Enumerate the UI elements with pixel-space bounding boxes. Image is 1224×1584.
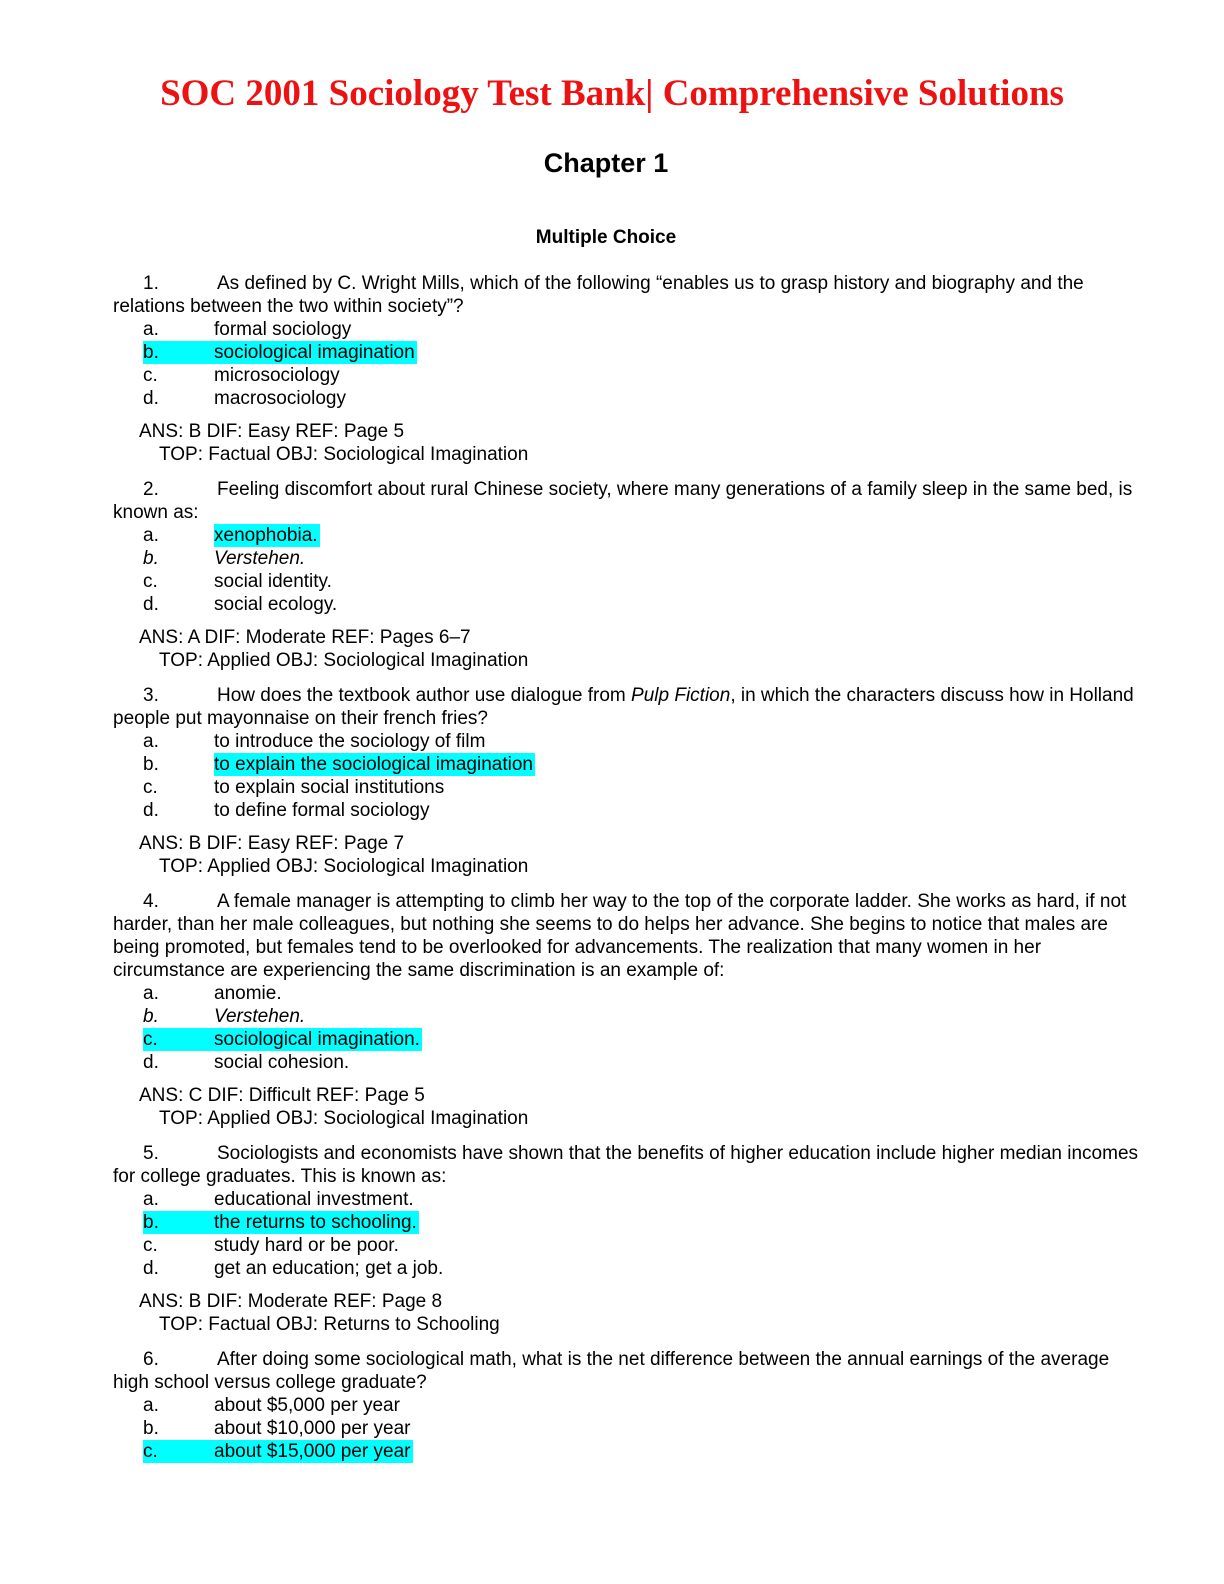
option-text: sociological imagination. (214, 1029, 420, 1050)
option-letter: d. (143, 1052, 159, 1073)
option-letter: c. (143, 777, 158, 798)
correct-answer-highlight (143, 1440, 413, 1463)
answer-option (113, 593, 1143, 616)
question-number: 1. (143, 273, 159, 294)
answer-option (113, 1394, 1143, 1417)
answer-option-content (143, 1257, 443, 1280)
correct-answer-highlight (143, 524, 320, 547)
question-item (113, 478, 1143, 672)
question-number: 3. (143, 685, 159, 706)
option-letter: a. (143, 983, 159, 1004)
question-item (113, 890, 1143, 1130)
topic-objective-line: TOP: Factual OBJ: Returns to Schooling (159, 1314, 500, 1335)
question-number: 5. (143, 1143, 159, 1164)
question-text: Sociologists and economists have shown that the benefits of higher education include higher median incomes for college graduates. This is known as: (113, 1143, 1139, 1187)
answer-key-line: ANS: C DIF: Difficult REF: Page 5 (139, 1085, 425, 1106)
option-text: xenophobia. (214, 525, 318, 546)
option-letter: c. (143, 1235, 158, 1256)
option-letter: a. (143, 1189, 159, 1210)
answer-option-content (143, 547, 305, 570)
option-letter: b. (143, 1212, 159, 1233)
answer-option (113, 1257, 1143, 1280)
option-letter: b. (143, 1418, 159, 1439)
answer-option-content (143, 1234, 399, 1257)
answer-option (113, 1234, 1143, 1257)
answer-option (113, 776, 1143, 799)
option-text: to explain the sociological imagination (214, 754, 533, 775)
option-letter: a. (143, 525, 159, 546)
option-letter: c. (143, 1441, 158, 1462)
answer-key-line: ANS: A DIF: Moderate REF: Pages 6–7 (139, 627, 471, 648)
question-stem (113, 684, 1143, 730)
answer-option (113, 1211, 1143, 1234)
option-text: about $15,000 per year (214, 1441, 411, 1462)
answer-option (113, 1028, 1143, 1051)
answer-option (113, 753, 1143, 776)
option-text: Verstehen. (214, 1006, 306, 1027)
option-text: formal sociology (214, 319, 352, 340)
answer-option-content (143, 570, 332, 593)
option-text: to introduce the sociology of film (214, 731, 486, 752)
topic-objective-line: TOP: Applied OBJ: Sociological Imagination (159, 650, 529, 671)
answer-option-content (143, 730, 485, 753)
answer-option (113, 799, 1143, 822)
option-letter: d. (143, 800, 159, 821)
answer-key-line: ANS: B DIF: Easy REF: Page 7 (139, 833, 405, 854)
answer-option-content (143, 364, 340, 387)
option-letter: a. (143, 731, 159, 752)
question-number: 4. (143, 891, 159, 912)
question-text-title: Pulp Fiction (631, 685, 731, 706)
question-stem (113, 478, 1143, 524)
answer-option (113, 1051, 1143, 1074)
option-letter: c. (143, 571, 158, 592)
answer-option (113, 387, 1143, 410)
question-list (113, 272, 1143, 1475)
answer-option-content (143, 1417, 411, 1440)
answer-option (113, 982, 1143, 1005)
option-text: anomie. (214, 983, 282, 1004)
answer-option-content (143, 593, 337, 616)
question-text: Feeling discomfort about rural Chinese society, where many generations of a family sleep in the same bed, is known as: (113, 479, 1133, 523)
question-stem (113, 890, 1143, 982)
answer-option-content (143, 1188, 414, 1211)
document-title: SOC 2001 Sociology Test Bank| Comprehensive Solutions (160, 73, 1064, 114)
answer-option (113, 1188, 1143, 1211)
answer-key-line: ANS: B DIF: Easy REF: Page 5 (139, 421, 405, 442)
answer-option (113, 730, 1143, 753)
answer-option (113, 570, 1143, 593)
option-text: social identity. (214, 571, 332, 592)
option-letter: c. (143, 365, 158, 386)
question-item (113, 272, 1143, 466)
answer-option (113, 364, 1143, 387)
answer-option (113, 524, 1143, 547)
answer-option (113, 341, 1143, 364)
answer-option-content (143, 799, 429, 822)
answer-option-content (143, 387, 346, 410)
option-letter: b. (143, 342, 159, 363)
question-item (113, 684, 1143, 878)
option-text: to explain social institutions (214, 777, 445, 798)
option-text: to define formal sociology (214, 800, 430, 821)
answer-metadata (113, 1290, 1143, 1336)
answer-option (113, 1417, 1143, 1440)
answer-option-content (143, 776, 444, 799)
question-item (113, 1142, 1143, 1336)
answer-option (113, 1005, 1143, 1028)
question-text: A female manager is attempting to climb her way to the top of the corporate ladder. She works as hard, if not harder, than her male colleagues, but nothing she seems to do helps her advance. She begins to notice that males are being promoted, but females tend to be overlooked for advancements. The realization that many women in her circumstance are experiencing the same discrimination is an example of: (113, 891, 1127, 981)
answer-option-content (143, 318, 351, 341)
option-letter: c. (143, 1029, 158, 1050)
answer-option-content (143, 982, 282, 1005)
question-number: 2. (143, 479, 159, 500)
topic-objective-line: TOP: Factual OBJ: Sociological Imagination (159, 444, 529, 465)
option-letter: d. (143, 594, 159, 615)
correct-answer-highlight (143, 1211, 419, 1234)
answer-option-content (143, 1051, 349, 1074)
question-text: As defined by C. Wright Mills, which of the following “enables us to grasp history and biography and the relations between the two within society”? (113, 273, 1084, 317)
option-text: about $5,000 per year (214, 1395, 400, 1416)
option-letter: d. (143, 1258, 159, 1279)
option-text: the returns to schooling. (214, 1212, 417, 1233)
topic-objective-line: TOP: Applied OBJ: Sociological Imagination (159, 856, 529, 877)
question-item (113, 1348, 1143, 1463)
option-text: about $10,000 per year (214, 1418, 411, 1439)
question-text: How does the textbook author use dialogue from (217, 685, 632, 706)
answer-metadata (113, 1084, 1143, 1130)
correct-answer-highlight (143, 341, 417, 364)
option-letter: a. (143, 319, 159, 340)
option-text: sociological imagination (214, 342, 415, 363)
option-text: social cohesion. (214, 1052, 350, 1073)
answer-metadata (113, 626, 1143, 672)
answer-option (113, 547, 1143, 570)
option-text: macrosociology (214, 388, 346, 409)
answer-key-line: ANS: B DIF: Moderate REF: Page 8 (139, 1291, 443, 1312)
question-text-cont: , in which the characters discuss how in Holland people put mayonnaise on their french fries? (113, 685, 1134, 729)
option-text: study hard or be poor. (214, 1235, 399, 1256)
correct-answer-highlight (143, 753, 535, 776)
answer-option-content (143, 1005, 305, 1028)
question-stem (113, 272, 1143, 318)
option-letter: b. (143, 754, 159, 775)
answer-metadata (113, 420, 1143, 466)
answer-option-content (143, 1394, 400, 1417)
option-letter: a. (143, 1395, 159, 1416)
topic-objective-line: TOP: Applied OBJ: Sociological Imagination (159, 1108, 529, 1129)
option-text: microsociology (214, 365, 340, 386)
option-text: educational investment. (214, 1189, 414, 1210)
chapter-heading: Chapter 1 (543, 148, 669, 178)
question-text: After doing some sociological math, what is the net difference between the annual earnings of the average high school versus college graduate? (113, 1349, 1110, 1393)
option-text: get an education; get a job. (214, 1258, 444, 1279)
section-heading: Multiple Choice (535, 227, 677, 248)
option-text: Verstehen. (214, 548, 306, 569)
option-letter: d. (143, 388, 159, 409)
option-text: social ecology. (214, 594, 338, 615)
option-letter: b. (143, 548, 159, 569)
answer-metadata (113, 832, 1143, 878)
answer-option (113, 1440, 1143, 1463)
question-stem (113, 1142, 1143, 1188)
question-number: 6. (143, 1349, 159, 1370)
answer-option (113, 318, 1143, 341)
option-letter: b. (143, 1006, 159, 1027)
correct-answer-highlight (143, 1028, 422, 1051)
question-stem (113, 1348, 1143, 1394)
